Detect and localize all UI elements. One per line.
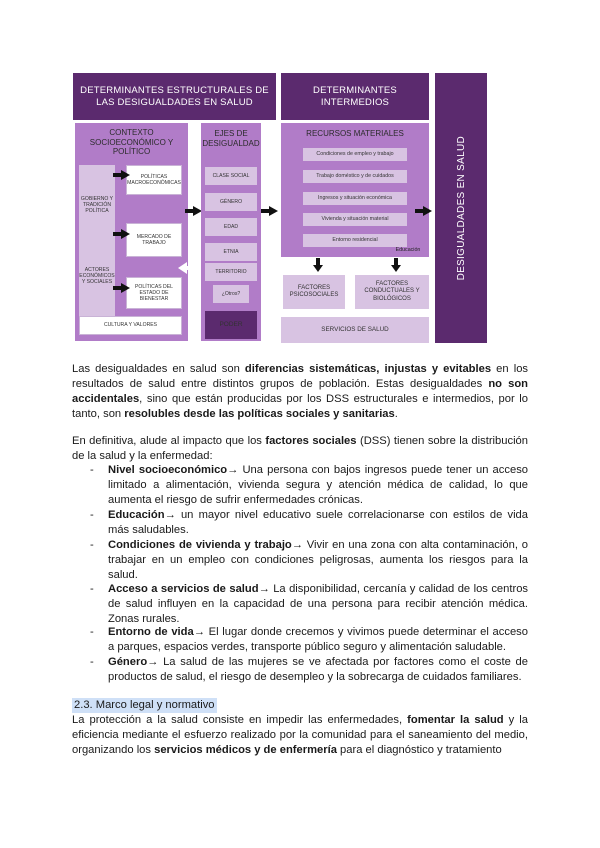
recurso-item: Trabajo doméstico y de cuidados — [303, 170, 407, 183]
arrow-right-icon — [121, 283, 130, 293]
contexto-panel: CONTEXTO SOCIOECONÓMICO Y POLÍTICO — [75, 123, 188, 341]
header-structural: DETERMINANTES ESTRUCTURALES DE LAS DESIGUALDADES EN SALUD — [73, 73, 276, 120]
recursos-panel: RECURSOS MATERIALES — [281, 123, 429, 257]
eje-item: TERRITORIO — [205, 263, 257, 281]
bullet-dash: - — [90, 464, 94, 476]
mercado-box: MERCADO DE TRABAJO — [126, 223, 182, 257]
list-item: Nivel socioeconómico→ Una persona con bajos ingresos puede tener un acceso limitado a alimentación, vivienda segura y atención médica de calidad, lo que aumenta el riesgo de sufrir enfermedades crónicas. — [108, 464, 529, 506]
eje-item: ETNIA — [205, 243, 257, 261]
arrow-right-icon — [423, 206, 432, 216]
actores-label: ACTORES ECONÓMICOS Y SOCIALES — [79, 266, 115, 286]
cultura-box: CULTURA Y VALORES — [79, 316, 182, 335]
dss-diagram — [73, 73, 487, 343]
arrow-down-icon — [391, 265, 401, 272]
outcome-box: DESIGUALDADES EN SALUD — [435, 73, 487, 343]
eje-item: EDAD — [205, 218, 257, 236]
poder-box: PODER — [205, 311, 257, 339]
eje-item: GÉNERO — [205, 193, 257, 211]
recurso-item: Entorno residencial — [303, 234, 407, 247]
factores-psico-box: FACTORES PSICOSOCIALES — [283, 275, 345, 309]
recurso-item: Condiciones de empleo y trabajo — [303, 148, 407, 161]
list-item: Condiciones de vivienda y trabajo→ Vivir en una zona con alta contaminación, o trabajar en un empleo con condiciones peligrosas, aumenta los riesgos para la salud. — [108, 539, 528, 581]
eje-item: CLASE SOCIAL — [205, 167, 257, 185]
list-item: Género→ La salud de las mujeres se ve afectada por factores como el coste de productos de salud, el riesgo de desempleo y la sobrecarga de cuidados familiares. — [108, 656, 528, 683]
recurso-item: Ingresos y situación económica — [303, 192, 407, 205]
list-item: Acceso a servicios de salud→ La disponibilidad, cercanía y calidad de los centros de salud influyen en la capacidad de una persona para recibir atención médica. Zonas rurales. — [108, 583, 529, 625]
factores-cond-box: FACTORES CONDUCTUALES Y BIOLÓGICOS — [355, 275, 429, 309]
header-intermediate: DETERMINANTES INTERMEDIOS — [281, 73, 429, 120]
paragraph-factores: En definitiva, alude al impacto que los factores sociales (DSS) tienen sobre la distribución de la salud y la enfermedad: — [72, 435, 529, 462]
paragraph-desigualdades: Las desigualdades en salud son diferencias sistemáticas, injustas y evitables en los resultados de salud entre distintos grupos de población. Estas desigualdades no son accidentales, sino que están producidas por los DSS estructurales e intermedios, por lo tanto, son resolubles desde las políticas sociales y sanitarias. — [72, 363, 529, 420]
list-item: Entorno de vida→ El lugar donde crecemos y vivimos puede determinar el acceso a parques, espacios verdes, transporte público seguro y alimentación saludable. — [108, 626, 528, 653]
arrow-down-icon — [313, 265, 323, 272]
bullet-dash: - — [90, 583, 94, 595]
educacion-label: Educación — [395, 247, 421, 254]
bullet-dash: - — [90, 539, 94, 551]
bullet-dash: - — [90, 509, 94, 521]
politicas-estado-box: POLÍTICAS DEL ESTADO DE BIENESTAR — [126, 277, 182, 309]
recurso-item: Vivienda y situación material — [303, 213, 407, 226]
bullet-dash: - — [90, 626, 94, 638]
politicas-macro-box: POLÍTICAS MACROECONÓMICAS — [126, 165, 182, 195]
arrow-right-icon — [121, 229, 130, 239]
eje-otros: ¿Otros? — [213, 285, 249, 303]
arrow-right-icon — [269, 206, 278, 216]
ejes-panel: EJES DE DESIGUALDAD — [201, 123, 261, 341]
section-heading: 2.3. Marco legal y normativo — [74, 699, 215, 711]
bullet-dash: - — [90, 656, 94, 668]
paragraph-proteccion: La protección a la salud consiste en impedir las enfermedades, fomentar la salud y la eficiencia mediante el esfuerzo realizado por la comunidad para el saneamiento del medio, organizando los servicios médicos y de enfermería para el diagnóstico y tratamiento — [72, 714, 528, 756]
list-item: Educación→ un mayor nivel educativo suele correlacionarse con estilos de vida más saludables. — [108, 509, 528, 536]
gobierno-label: GOBIERNO Y TRADICIÓN POLÍTICA — [80, 195, 114, 215]
arrow-left-icon — [178, 262, 187, 274]
servicios-box: SERVICIOS DE SALUD — [281, 317, 429, 343]
arrow-right-icon — [121, 170, 130, 180]
